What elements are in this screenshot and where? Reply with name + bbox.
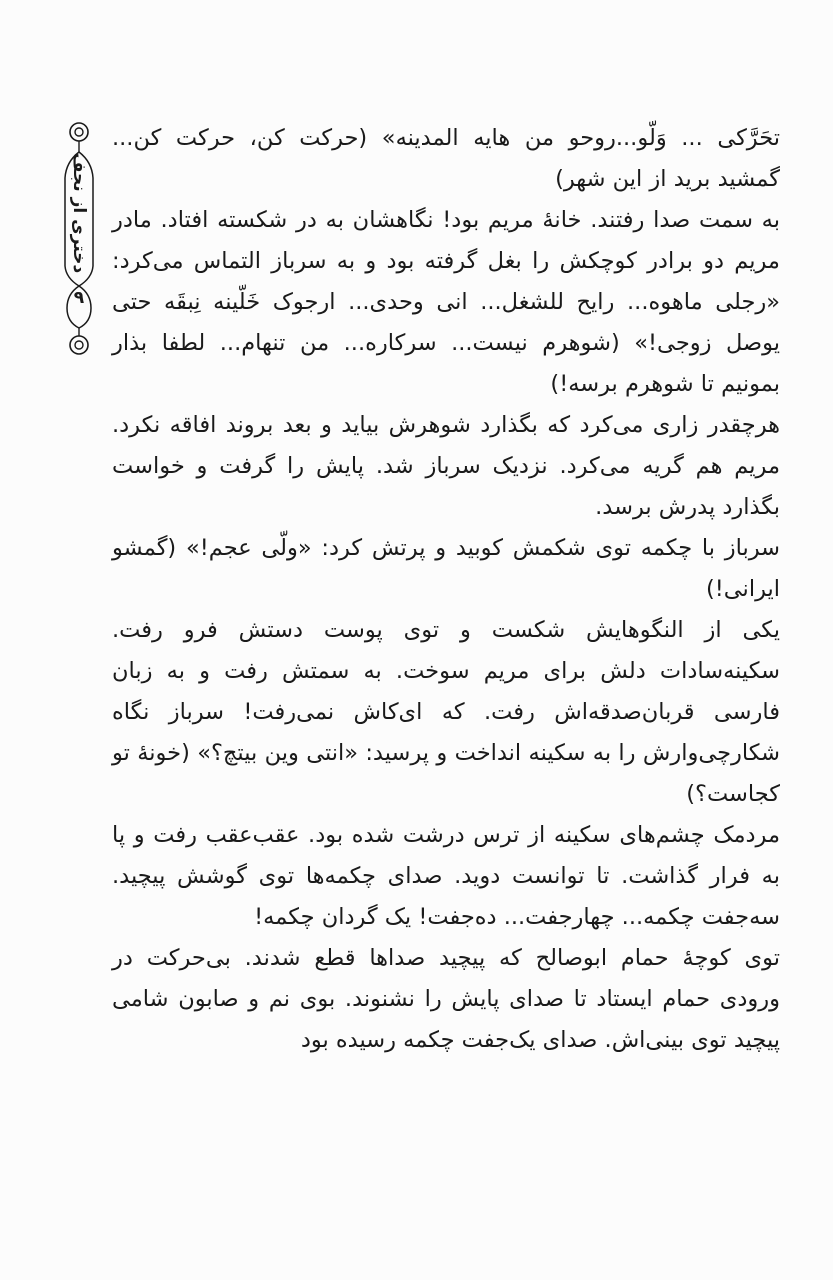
page-number: ۹ <box>73 288 85 308</box>
paragraph: سرباز با چکمه توی شکمش کوبید و پرتش کرد: «ولّی عجم!» (گمشو ایرانی!) <box>112 535 780 602</box>
paragraph: به سمت صدا رفتند. خانهٔ مریم بود! نگاهشان به در شکسته افتاد. مادر مریم دو برادر کوچکش را بغل گرفته بود و به سرباز التماس می‌کرد: «رجلی ماهوه... رایح للشغل... انی وحدی... ارجوک خَلّینه نِبقَه حتی یوصل زوجی!» (شوهرم نیست... سرکاره... من تنهام... لطفا بذار بمونیم تا شوهرم برسه!) <box>112 207 780 397</box>
body-text <box>112 118 780 1061</box>
paragraph: یکی از النگوهایش شکست و توی پوست دستش فرو رفت. سکینه‌سادات دلش برای مریم سوخت. به سمتش رفت و به زبان فارسی قربان‌صدقه‌اش رفت. که ای‌کاش نمی‌رفت! سرباز نگاه شکارچی‌وارش را به سکینه انداخت و پرسید: «انتی وین بیتچ؟» (خونهٔ تو کجاست؟) <box>112 617 780 807</box>
book-title-container <box>58 152 100 274</box>
book-title: دختری از نجف <box>69 152 89 274</box>
paragraph: هرچقدر زاری می‌کرد که بگذارد شوهرش بیاید و بعد بروند افاقه نکرد. مریم هم گریه می‌کرد. نزدیک سرباز شد. پایش را گرفت و خواست بگذارد پدرش برسد. <box>112 412 780 520</box>
paragraph: مردمک چشم‌های سکینه از ترس درشت شده بود. عقب‌عقب رفت و پا به فرار گذاشت. تا توانست دوید. صدای چکمه‌ها توی گوشش پیچید. سه‌جفت چکمه... چهارجفت... ده‌جفت! یک گردان چکمه! <box>112 822 780 930</box>
paragraph: توی کوچهٔ حمام ابوصالح که پیچید صداها قطع شدند. بی‌حرکت در ورودی حمام ایستاد تا صدای پایش را نشنوند. بوی نم و صابون شامی پیچید توی بینی‌اش. صدای یک‌جفت چکمه رسیده بود <box>112 945 780 1053</box>
running-header-ornament <box>58 118 100 358</box>
paragraph: تحَرَّکی ... وَلّو...روحو من هایه المدینه» (حرکت کن، حرکت کن... گمشید برید از این شهر) <box>112 125 780 192</box>
